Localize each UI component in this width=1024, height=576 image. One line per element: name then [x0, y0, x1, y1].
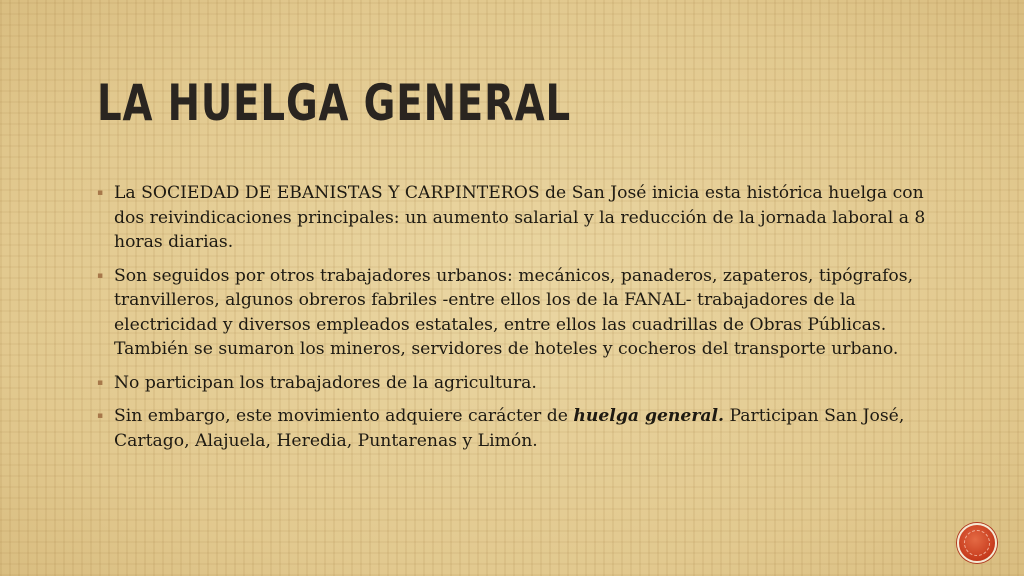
- emphasized-text: huelga general.: [573, 406, 725, 426]
- bullet-item: [97, 181, 937, 255]
- bullet-item: [97, 371, 937, 396]
- bullet-text: Son seguidos por otros trabajadores urbanos: mecánicos, panaderos, zapateros, tipógrafos, tranvilleros, algunos obreros fabriles -entre ellos los de la FANAL- trabajadores de la electricidad y diversos empleados estatales, entre ellos las cuadrillas de Obras Públicas. También se sumaron los mineros, servidores de hoteles y cocheros del transporte urbano.: [114, 265, 914, 359]
- slide-nav-button[interactable]: [957, 523, 997, 563]
- bullet-list: [97, 181, 937, 462]
- bullet-text: No participan los trabajadores de la agricultura.: [114, 372, 537, 393]
- bullet-item: [97, 404, 937, 453]
- bullet-text: La SOCIEDAD DE EBANISTAS Y CARPINTEROS de San José inicia esta histórica huelga con dos reivindicaciones principales: un aumento salarial y la reducción de la jornada laboral a 8 horas diarias.: [114, 183, 926, 252]
- bullet-marker-icon: ▪: [97, 377, 104, 388]
- bullet-text: Participan San José, Cartago, Alajuela, Heredia, Puntarenas y Limón.: [114, 406, 905, 451]
- circle-nav-icon: [964, 530, 990, 556]
- bullet-marker-icon: ▪: [97, 411, 104, 421]
- slide-title: LA HUELGA GENERAL: [97, 74, 572, 132]
- bullet-item: [97, 264, 937, 362]
- bullet-marker-icon: ▪: [97, 188, 104, 198]
- bullet-text: Sin embargo, este movimiento adquiere carácter de: [114, 406, 574, 426]
- bullet-marker-icon: ▪: [97, 270, 104, 281]
